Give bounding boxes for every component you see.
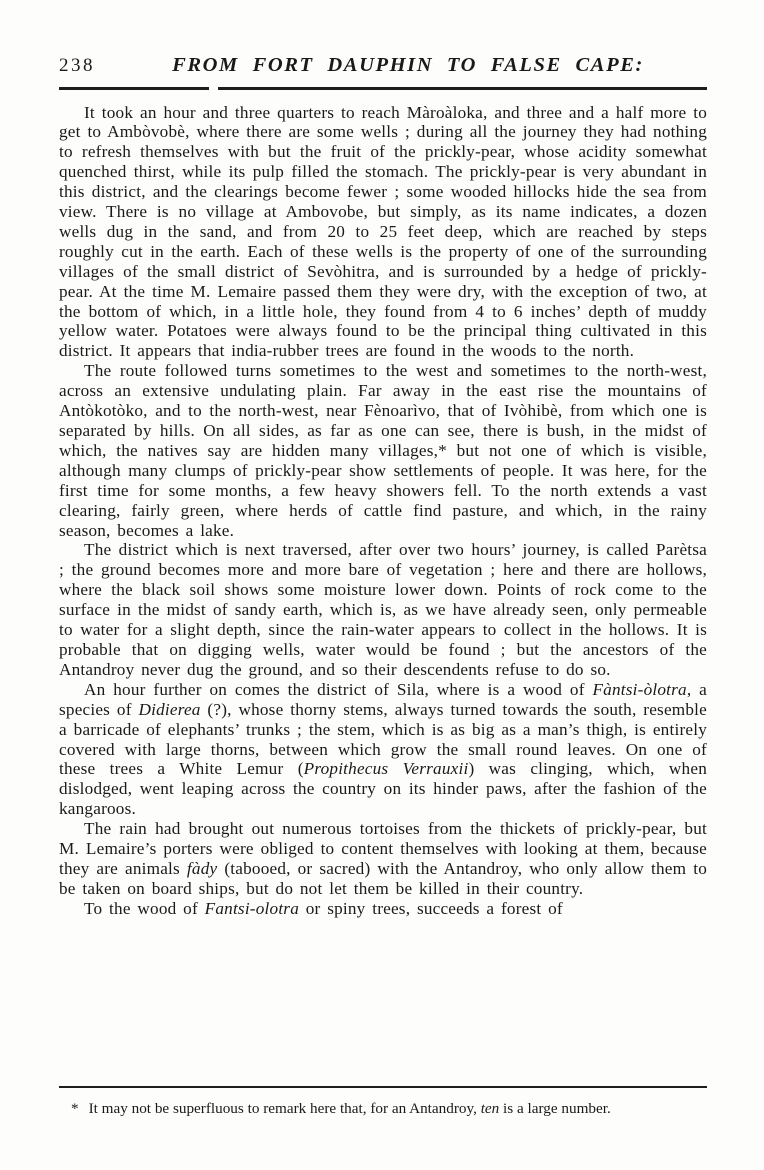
text-run: ) was clinging, which, when dislodged, went leaping across the country on its hinder paws, after the fashion of the kangaroos.	[59, 759, 707, 819]
text-run: (tabooed, or sacred) with the Antandroy, who only allow them to be taken on board ships, but do not let them be killed in their country.	[59, 858, 707, 898]
paragraph	[59, 899, 707, 919]
text-run: It took an hour and three quarters to reach Màroàloka, and three and a half more to get to Ambòvobè, where there are some wells ; during all the journey they had nothing to refresh themselves with but the fruit of the prickly-pear, whose acidity somewhat quenched thirst, while its pulp filled the stomach. The prickly-pear is very abundant in this district, and the clearings become fewer ; some wooded hillocks hide the sea from view. There is no village at Ambovobe, but simply, as its name indicates, a dozen wells dug in the sand, and from 20 to 25 feet deep, which are reached by steps roughly cut in the earth. Each of these wells is the property of one of the surrounding villages of the small district of Sevòhitra, and is surrounded by a hedge of prickly-pear. At the time M. Lemaire passed them they were dry, with the exception of two, at the bottom of which, in a little hole, they found from 4 to 6 inches’ depth of muddy yellow water. Potatoes were always found to be the principal thing cultivated in this district. It appears that india-rubber trees are found in the woods to the north.	[59, 102, 707, 361]
text-run: , a species of	[59, 679, 708, 719]
text-run: The rain had brought out numerous tortoises from the thickets of prickly-pear, but M. Lemaire’s porters were obliged to content themselves with looking at them, because they are animals	[59, 819, 707, 878]
paragraph	[59, 819, 707, 899]
running-title: FROM FORT DAUPHIN TO FALSE CAPE:	[172, 54, 644, 76]
text-run: The district which is next traversed, after over two hours’ journey, is called Parètsa ; the ground becomes more and more bare of vegetation ; here and there are hollows, where the black soil shows some moisture lower down. Points of rock come to the surface in the midst of sandy earth, which is, as we have already seen, only permeable to water for a slight depth, since the rain-water appears to collect in the hollows. It is probable that on digging wells, water would be found ; but the ancestors of the Antandroy never dug the ground, and so their descendents refuse to do so.	[59, 540, 707, 679]
text-run: or spiny trees, succeeds a forest of	[299, 898, 563, 918]
text-run: An hour further on comes the district of Sila, where is a wood of	[84, 679, 593, 699]
italic-text-run: Propithecus Verrauxii	[303, 759, 469, 779]
paragraph	[59, 680, 707, 819]
italic-text-run: ten	[480, 1100, 500, 1117]
header-rule-left-segment	[59, 87, 209, 90]
paragraph	[59, 540, 707, 679]
footnote-rule	[59, 1086, 707, 1088]
footnote-marker: *	[71, 1100, 79, 1117]
italic-text-run: Fàntsi-òlotra	[592, 679, 687, 699]
page-number: 238	[59, 55, 95, 76]
text-run: It may not be superfluous to remark here that, for an Antandroy,	[88, 1100, 481, 1117]
italic-text-run: Didierea	[138, 699, 201, 719]
header-rule-right-segment	[218, 87, 707, 90]
footnote-block	[59, 1086, 707, 1118]
text-run: The route followed turns sometimes to the west and sometimes to the north-west, across an extensive undulating plain. Far away in the east rise the mountains of Antòkotòko, and to the north-west, near Fènoarìvo, that of Ivòhibè, from which one is separated by hills. On all sides, as far as one can see, there is bush, in the midst of which, the natives say are hidden many villages,* but not one of which is visible, although many clumps of prickly-pear show settlements of people. It was here, for the first time for some months, a few heavy showers fell. To the north extends a vast clearing, fairly green, where herds of cattle find pasture, and which, in the rainy season, becomes a lake.	[59, 361, 707, 540]
page-body	[59, 103, 707, 919]
paragraph	[59, 103, 707, 362]
text-run: (?), whose thorny stems, always turned towards the south, resemble a barricade of elephants’ trunks ; the stem, which is as big as a man’s thigh, is entirely covered with large thorns, between which grow the small round leaves. On one of these trees a White Lemur (	[59, 699, 707, 779]
footnote	[59, 1100, 707, 1118]
header-rule	[59, 87, 707, 90]
text-run: To the wood of	[84, 898, 205, 918]
paragraph	[59, 361, 707, 540]
italic-text-run: Fantsi-olotra	[204, 898, 299, 918]
text-run: is a large number.	[499, 1100, 611, 1117]
italic-text-run: fàdy	[186, 858, 218, 878]
footnote-text	[89, 1100, 611, 1117]
page-header	[59, 54, 707, 77]
